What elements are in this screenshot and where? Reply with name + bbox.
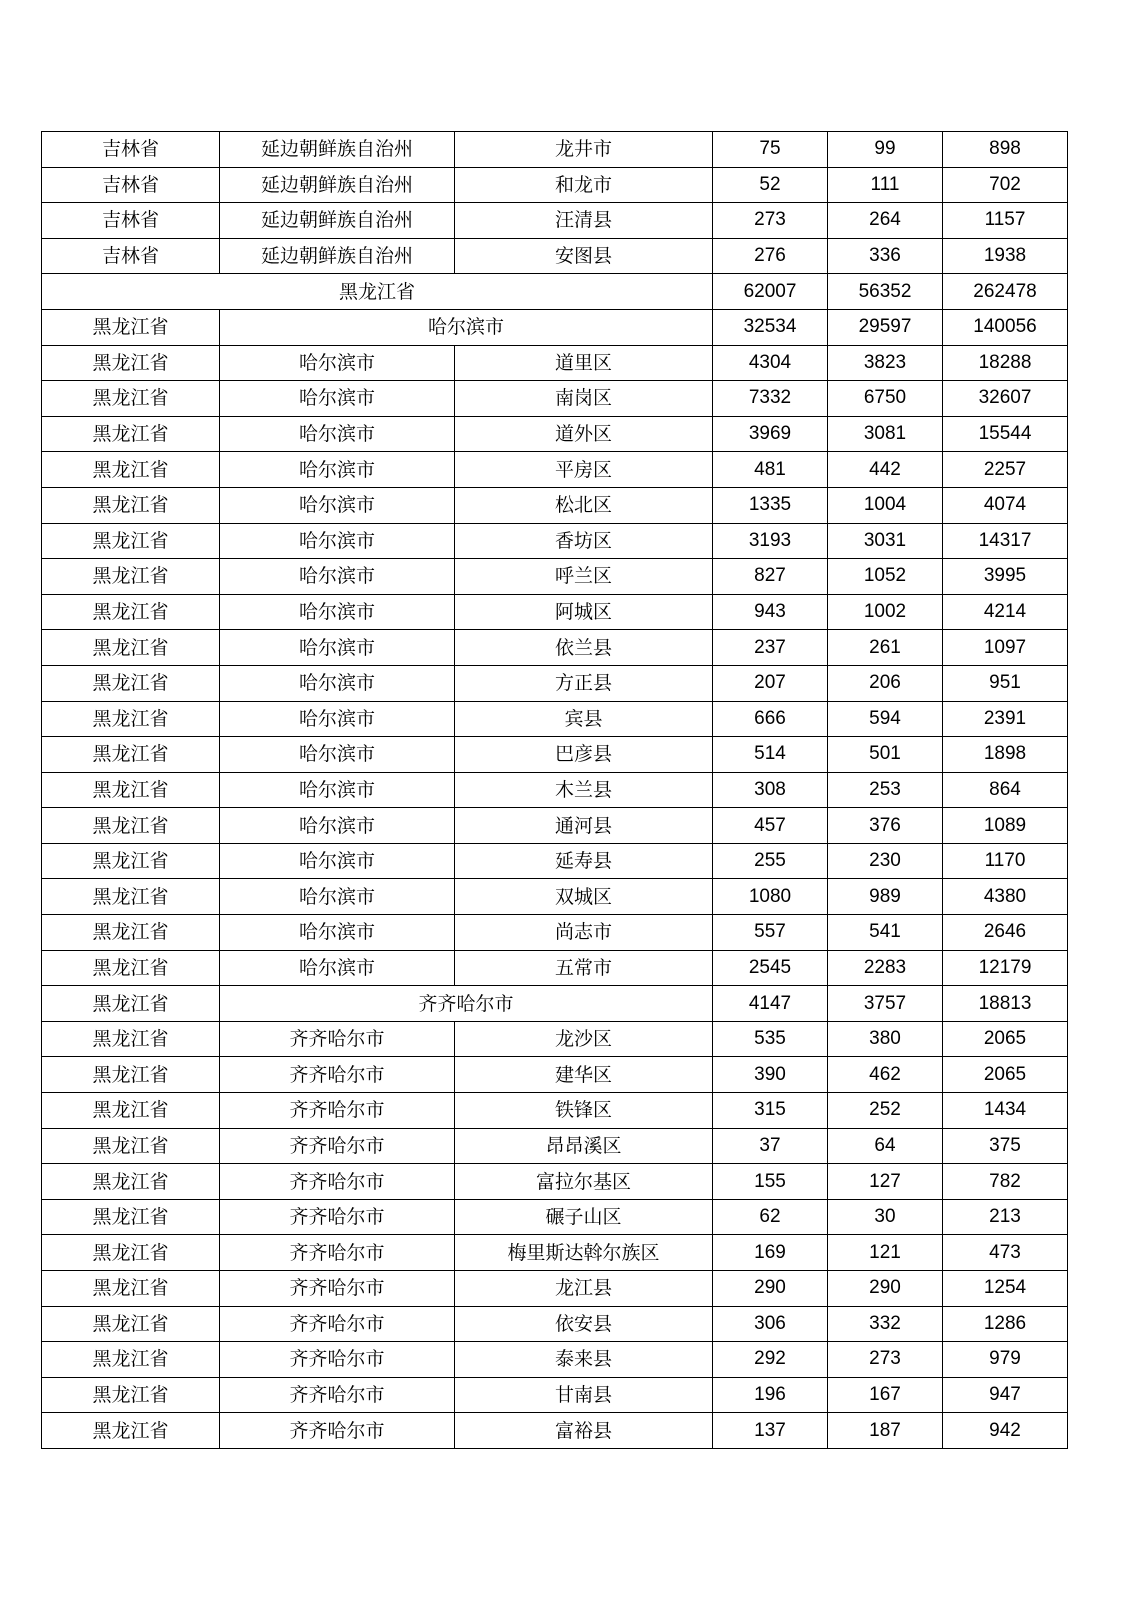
value-cell-2: 3823 [828,345,943,381]
city-cell: 哈尔滨市 [220,915,455,951]
value-cell-1: 237 [713,630,828,666]
city-cell: 延边朝鲜族自治州 [220,167,455,203]
value-cell-2: 1052 [828,559,943,595]
value-cell-1: 315 [713,1093,828,1129]
value-cell-2: 442 [828,452,943,488]
value-cell-1: 390 [713,1057,828,1093]
county-row [42,416,1068,452]
value-cell-3: 1089 [943,808,1068,844]
province-cell: 黑龙江省 [42,808,220,844]
value-cell-2: 99 [828,132,943,168]
county-cell: 双城区 [455,879,713,915]
county-cell: 昂昂溪区 [455,1128,713,1164]
county-row [42,132,1068,168]
value-cell-2: 253 [828,772,943,808]
city-cell: 哈尔滨市 [220,701,455,737]
value-cell-3: 4214 [943,594,1068,630]
value-cell-3: 12179 [943,950,1068,986]
value-cell-3: 702 [943,167,1068,203]
province-cell: 黑龙江省 [42,1413,220,1449]
city-cell: 齐齐哈尔市 [220,1093,455,1129]
county-cell: 龙沙区 [455,1021,713,1057]
value-cell-2: 252 [828,1093,943,1129]
value-cell-3: 782 [943,1164,1068,1200]
city-cell: 齐齐哈尔市 [220,1271,455,1307]
province-cell: 黑龙江省 [42,1377,220,1413]
value-cell-1: 4304 [713,345,828,381]
province-cell: 黑龙江省 [42,1057,220,1093]
value-cell-2: 594 [828,701,943,737]
value-cell-3: 4074 [943,487,1068,523]
value-cell-3: 375 [943,1128,1068,1164]
value-cell-1: 481 [713,452,828,488]
value-cell-3: 942 [943,1413,1068,1449]
city-cell: 哈尔滨市 [220,772,455,808]
value-cell-2: 376 [828,808,943,844]
province-cell: 黑龙江省 [42,487,220,523]
county-cell: 富裕县 [455,1413,713,1449]
city-cell: 哈尔滨市 [220,843,455,879]
province-cell: 吉林省 [42,203,220,239]
value-cell-3: 2257 [943,452,1068,488]
province-cell: 黑龙江省 [42,1235,220,1271]
city-cell: 延边朝鲜族自治州 [220,203,455,239]
province-cell: 黑龙江省 [42,1128,220,1164]
value-cell-1: 514 [713,737,828,773]
county-row [42,238,1068,274]
county-cell: 梅里斯达斡尔族区 [455,1235,713,1271]
province-cell: 吉林省 [42,238,220,274]
city-cell: 齐齐哈尔市 [220,1021,455,1057]
province-row [42,274,1068,310]
city-cell: 哈尔滨市 [220,879,455,915]
value-cell-1: 308 [713,772,828,808]
county-row [42,523,1068,559]
value-cell-2: 64 [828,1128,943,1164]
value-cell-3: 2065 [943,1057,1068,1093]
county-row [42,630,1068,666]
value-cell-1: 1080 [713,879,828,915]
county-row [42,737,1068,773]
value-cell-2: 3081 [828,416,943,452]
value-cell-2: 1004 [828,487,943,523]
value-cell-3: 32607 [943,381,1068,417]
value-cell-2: 3757 [828,986,943,1022]
province-cell: 黑龙江省 [42,1342,220,1378]
value-cell-3: 1097 [943,630,1068,666]
county-row [42,452,1068,488]
value-cell-2: 501 [828,737,943,773]
value-cell-3: 18288 [943,345,1068,381]
county-cell: 泰来县 [455,1342,713,1378]
province-cell: 黑龙江省 [42,879,220,915]
city-cell: 哈尔滨市 [220,416,455,452]
county-row [42,772,1068,808]
county-row [42,808,1068,844]
county-cell: 甘南县 [455,1377,713,1413]
county-cell: 松北区 [455,487,713,523]
county-row [42,487,1068,523]
value-cell-3: 4380 [943,879,1068,915]
province-cell: 黑龙江省 [42,1199,220,1235]
county-row [42,701,1068,737]
value-cell-2: 56352 [828,274,943,310]
province-cell: 黑龙江省 [42,345,220,381]
province-cell: 黑龙江省 [42,1306,220,1342]
city-cell: 齐齐哈尔市 [220,1164,455,1200]
county-row [42,594,1068,630]
value-cell-3: 1170 [943,843,1068,879]
city-cell: 哈尔滨市 [220,630,455,666]
province-cell: 黑龙江省 [42,1021,220,1057]
value-cell-1: 276 [713,238,828,274]
value-cell-1: 137 [713,1413,828,1449]
city-cell: 齐齐哈尔市 [220,1413,455,1449]
county-cell: 阿城区 [455,594,713,630]
value-cell-2: 2283 [828,950,943,986]
value-cell-3: 3995 [943,559,1068,595]
county-cell: 方正县 [455,665,713,701]
county-row [42,1235,1068,1271]
county-row [42,950,1068,986]
county-row [42,203,1068,239]
province-cell: 黑龙江省 [42,986,220,1022]
value-cell-3: 140056 [943,309,1068,345]
value-cell-2: 264 [828,203,943,239]
value-cell-2: 29597 [828,309,943,345]
county-row [42,167,1068,203]
value-cell-1: 290 [713,1271,828,1307]
value-cell-1: 306 [713,1306,828,1342]
value-cell-3: 473 [943,1235,1068,1271]
city-cell: 齐齐哈尔市 [220,1057,455,1093]
statistics-table [41,131,1068,1449]
value-cell-2: 111 [828,167,943,203]
county-cell: 富拉尔基区 [455,1164,713,1200]
value-cell-1: 2545 [713,950,828,986]
value-cell-2: 230 [828,843,943,879]
value-cell-2: 462 [828,1057,943,1093]
province-cell: 黑龙江省 [42,309,220,345]
city-row [42,309,1068,345]
province-cell: 黑龙江省 [42,772,220,808]
value-cell-1: 255 [713,843,828,879]
value-cell-3: 2065 [943,1021,1068,1057]
value-cell-2: 187 [828,1413,943,1449]
city-cell: 哈尔滨市 [220,737,455,773]
county-cell: 依兰县 [455,630,713,666]
value-cell-1: 535 [713,1021,828,1057]
city-total-label: 哈尔滨市 [220,309,713,345]
county-row [42,843,1068,879]
city-cell: 哈尔滨市 [220,594,455,630]
county-cell: 木兰县 [455,772,713,808]
value-cell-3: 979 [943,1342,1068,1378]
value-cell-1: 292 [713,1342,828,1378]
statistics-table-body [42,132,1068,1449]
value-cell-2: 261 [828,630,943,666]
value-cell-3: 1898 [943,737,1068,773]
value-cell-3: 15544 [943,416,1068,452]
value-cell-3: 1434 [943,1093,1068,1129]
county-cell: 道里区 [455,345,713,381]
value-cell-1: 62 [713,1199,828,1235]
value-cell-1: 273 [713,203,828,239]
value-cell-2: 167 [828,1377,943,1413]
county-row [42,559,1068,595]
city-cell: 齐齐哈尔市 [220,1377,455,1413]
value-cell-3: 2646 [943,915,1068,951]
city-cell: 齐齐哈尔市 [220,1199,455,1235]
county-row [42,1199,1068,1235]
city-cell: 齐齐哈尔市 [220,1128,455,1164]
province-cell: 黑龙江省 [42,1164,220,1200]
province-cell: 黑龙江省 [42,843,220,879]
county-row [42,1342,1068,1378]
county-cell: 铁锋区 [455,1093,713,1129]
value-cell-1: 7332 [713,381,828,417]
value-cell-1: 557 [713,915,828,951]
city-cell: 哈尔滨市 [220,665,455,701]
county-cell: 通河县 [455,808,713,844]
county-cell: 龙江县 [455,1271,713,1307]
county-cell: 平房区 [455,452,713,488]
county-row [42,1271,1068,1307]
value-cell-1: 196 [713,1377,828,1413]
value-cell-3: 1157 [943,203,1068,239]
city-total-label: 齐齐哈尔市 [220,986,713,1022]
value-cell-3: 1286 [943,1306,1068,1342]
county-cell: 建华区 [455,1057,713,1093]
province-cell: 黑龙江省 [42,737,220,773]
county-row [42,915,1068,951]
province-cell: 黑龙江省 [42,594,220,630]
value-cell-2: 206 [828,665,943,701]
county-row [42,1306,1068,1342]
value-cell-1: 32534 [713,309,828,345]
value-cell-2: 273 [828,1342,943,1378]
county-cell: 道外区 [455,416,713,452]
value-cell-1: 943 [713,594,828,630]
value-cell-1: 155 [713,1164,828,1200]
value-cell-1: 52 [713,167,828,203]
value-cell-1: 75 [713,132,828,168]
county-row [42,381,1068,417]
value-cell-2: 380 [828,1021,943,1057]
county-row [42,1057,1068,1093]
value-cell-2: 336 [828,238,943,274]
county-cell: 汪清县 [455,203,713,239]
county-cell: 南岗区 [455,381,713,417]
value-cell-1: 827 [713,559,828,595]
city-cell: 哈尔滨市 [220,559,455,595]
city-cell: 延边朝鲜族自治州 [220,132,455,168]
city-cell: 哈尔滨市 [220,523,455,559]
value-cell-3: 2391 [943,701,1068,737]
county-row [42,1093,1068,1129]
value-cell-3: 213 [943,1199,1068,1235]
county-cell: 延寿县 [455,843,713,879]
city-cell: 齐齐哈尔市 [220,1306,455,1342]
county-cell: 巴彦县 [455,737,713,773]
value-cell-2: 541 [828,915,943,951]
value-cell-2: 3031 [828,523,943,559]
province-cell: 黑龙江省 [42,665,220,701]
county-row [42,1021,1068,1057]
value-cell-2: 121 [828,1235,943,1271]
county-cell: 龙井市 [455,132,713,168]
county-cell: 香坊区 [455,523,713,559]
province-cell: 吉林省 [42,167,220,203]
county-row [42,1128,1068,1164]
city-cell: 哈尔滨市 [220,381,455,417]
city-row [42,986,1068,1022]
county-row [42,879,1068,915]
value-cell-2: 332 [828,1306,943,1342]
city-cell: 哈尔滨市 [220,808,455,844]
county-cell: 呼兰区 [455,559,713,595]
province-total-label: 黑龙江省 [42,274,713,310]
value-cell-3: 864 [943,772,1068,808]
province-cell: 黑龙江省 [42,523,220,559]
value-cell-3: 951 [943,665,1068,701]
value-cell-2: 6750 [828,381,943,417]
province-cell: 吉林省 [42,132,220,168]
value-cell-1: 666 [713,701,828,737]
city-cell: 延边朝鲜族自治州 [220,238,455,274]
province-cell: 黑龙江省 [42,950,220,986]
value-cell-1: 62007 [713,274,828,310]
province-cell: 黑龙江省 [42,416,220,452]
value-cell-2: 989 [828,879,943,915]
city-cell: 齐齐哈尔市 [220,1235,455,1271]
province-cell: 黑龙江省 [42,1093,220,1129]
value-cell-2: 290 [828,1271,943,1307]
province-cell: 黑龙江省 [42,1271,220,1307]
county-cell: 碾子山区 [455,1199,713,1235]
value-cell-3: 14317 [943,523,1068,559]
city-cell: 哈尔滨市 [220,950,455,986]
value-cell-3: 18813 [943,986,1068,1022]
province-cell: 黑龙江省 [42,701,220,737]
province-cell: 黑龙江省 [42,381,220,417]
value-cell-3: 262478 [943,274,1068,310]
value-cell-1: 4147 [713,986,828,1022]
county-cell: 五常市 [455,950,713,986]
value-cell-1: 169 [713,1235,828,1271]
province-cell: 黑龙江省 [42,452,220,488]
value-cell-2: 30 [828,1199,943,1235]
value-cell-2: 127 [828,1164,943,1200]
value-cell-2: 1002 [828,594,943,630]
county-row [42,345,1068,381]
city-cell: 齐齐哈尔市 [220,1342,455,1378]
county-cell: 安图县 [455,238,713,274]
value-cell-1: 1335 [713,487,828,523]
value-cell-3: 898 [943,132,1068,168]
value-cell-3: 947 [943,1377,1068,1413]
value-cell-1: 3193 [713,523,828,559]
city-cell: 哈尔滨市 [220,345,455,381]
county-cell: 尚志市 [455,915,713,951]
county-cell: 宾县 [455,701,713,737]
city-cell: 哈尔滨市 [220,487,455,523]
value-cell-1: 207 [713,665,828,701]
province-cell: 黑龙江省 [42,915,220,951]
province-cell: 黑龙江省 [42,630,220,666]
value-cell-3: 1254 [943,1271,1068,1307]
county-row [42,1413,1068,1449]
value-cell-1: 37 [713,1128,828,1164]
county-row [42,1377,1068,1413]
value-cell-1: 457 [713,808,828,844]
county-row [42,665,1068,701]
province-cell: 黑龙江省 [42,559,220,595]
value-cell-1: 3969 [713,416,828,452]
county-cell: 依安县 [455,1306,713,1342]
value-cell-3: 1938 [943,238,1068,274]
county-cell: 和龙市 [455,167,713,203]
county-row [42,1164,1068,1200]
city-cell: 哈尔滨市 [220,452,455,488]
